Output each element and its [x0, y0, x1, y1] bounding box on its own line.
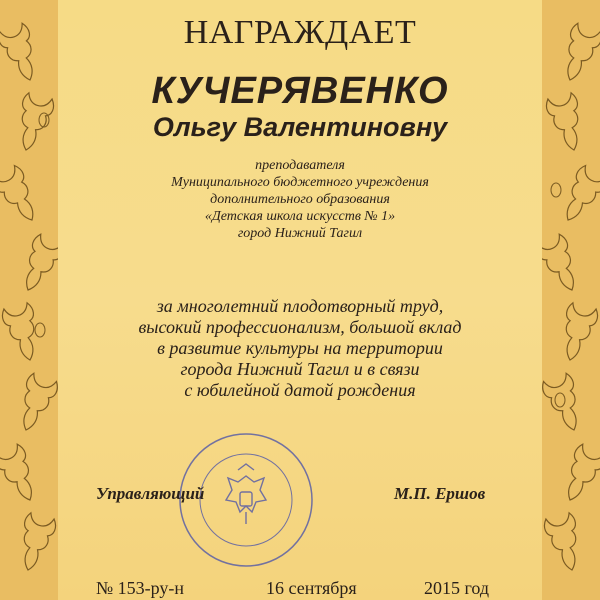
document-date: 16 сентября [266, 578, 357, 598]
award-reason [0, 296, 600, 401]
reason-line: за многолетний плодотворный труд, [156, 296, 444, 316]
recipient-surname: КУЧЕРЯВЕНКО [151, 70, 449, 112]
award-heading: НАГРАЖДАЕТ [183, 14, 417, 51]
position-line: Муниципального бюджетного учреждения [171, 175, 429, 190]
reason-line: города Нижний Тагил и в связи [180, 359, 420, 379]
position-line: дополнительного образования [210, 192, 390, 207]
position-line: город Нижний Тагил [237, 226, 363, 241]
recipient-given-name: Ольгу Валентиновну [152, 112, 448, 142]
recipient-position [0, 157, 600, 242]
signatory-name: М.П. Ершов [394, 484, 486, 503]
position-line: «Детская школа искусств № 1» [204, 209, 396, 224]
reason-line: высокий профессионализм, большой вклад [138, 317, 462, 337]
document-number: № 153-ру-н [96, 578, 185, 598]
document-year: 2015 год [424, 578, 490, 598]
reason-line: в развитие культуры на территории [157, 338, 443, 358]
reason-line: с юбилейной датой рождения [184, 380, 416, 400]
position-line: преподавателя [255, 158, 345, 173]
double-headed-eagle-emblem [226, 464, 266, 524]
signatory-title: Управляющий [96, 484, 205, 503]
